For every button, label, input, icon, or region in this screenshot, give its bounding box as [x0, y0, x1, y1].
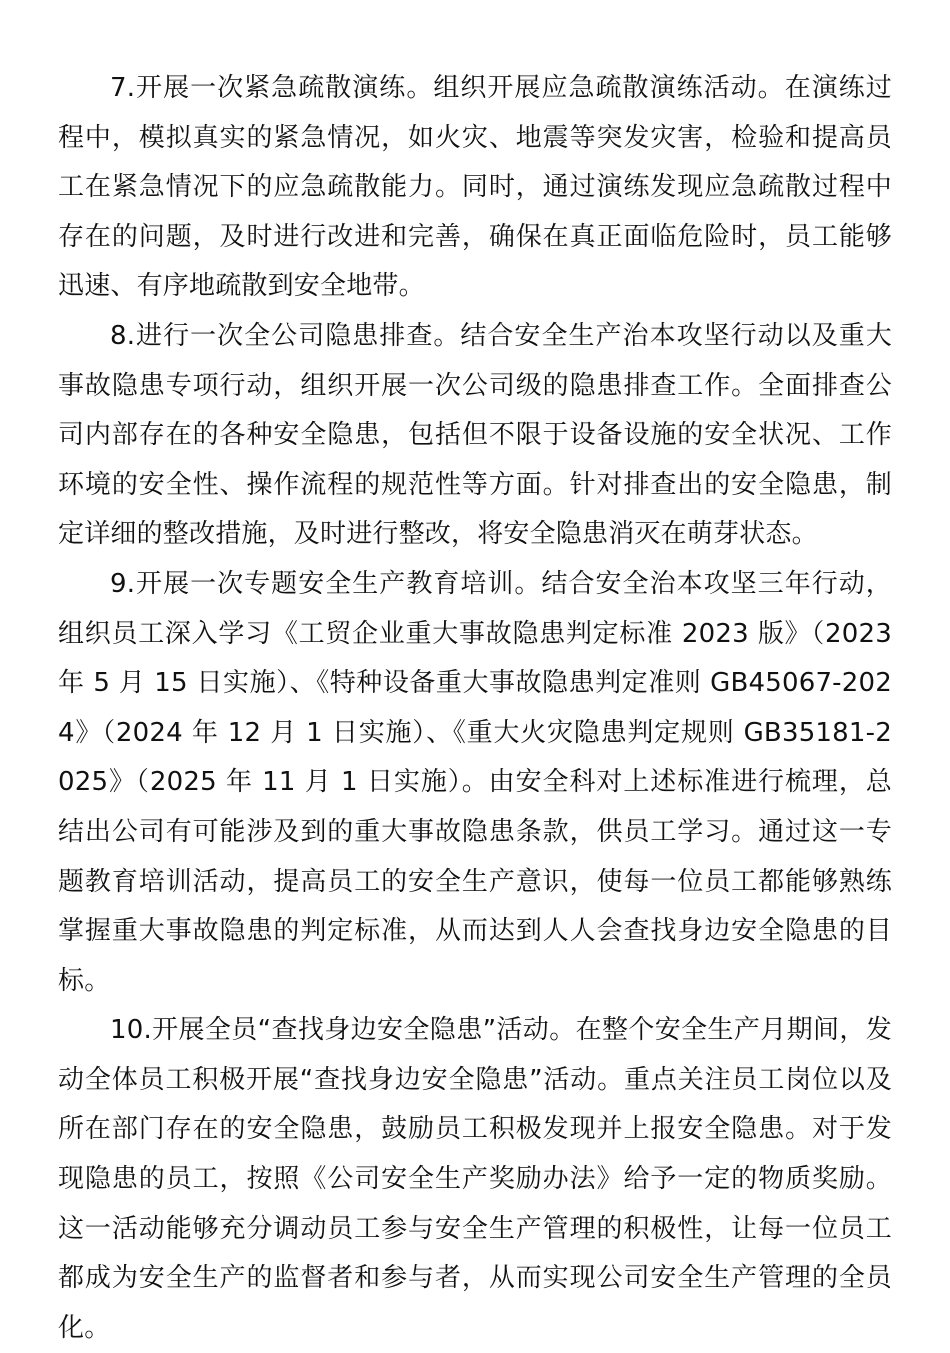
paragraph-8-hazard-inspection: 8.进行一次全公司隐患排查。结合安全生产治本攻坚行动以及重大事故隐患专项行动，组织开展一次公司级的隐患排查工作。全面排查公司内部存在的各种安全隐患，包括但不限于设备设施的安全状况、工作环境的安全性、操作流程的规范性等方面。针对排查出的安全隐患，制定详细的整改措施，及时进行整改，将安全隐患消灭在萌芽状态。	[58, 320, 892, 550]
document-page	[58, 64, 892, 1353]
paragraph-7-evacuation-drill: 7.开展一次紧急疏散演练。组织开展应急疏散演练活动。在演练过程中，模拟真实的紧急情况，如火灾、地震等突发灾害，检验和提高员工在紧急情况下的应急疏散能力。同时，通过演练发现应急疏散过程中存在的问题，及时进行改进和完善，确保在真正面临危险时，员工能够迅速、有序地疏散到安全地带。	[58, 73, 892, 302]
paragraph-10-find-hazards-campaign: 10.开展全员“查找身边安全隐患”活动。在整个安全生产月期间，发动全体员工积极开展“查找身边安全隐患”活动。重点关注员工岗位以及所在部门存在的安全隐患，鼓励员工积极发现并上报安全隐患。对于发现隐患的员工，按照《公司安全生产奖励办法》给予一定的物质奖励。这一活动能够充分调动员工参与安全生产管理的积极性，让每一位员工都成为安全生产的监督者和参与者，从而实现公司安全生产管理的全员化。	[58, 1015, 892, 1343]
paragraph-9-safety-training: 9.开展一次专题安全生产教育培训。结合安全治本攻坚三年行动，组织员工深入学习《工贸企业重大事故隐患判定标准 2023 版》（2023 年 5 月 15 日实施）、《特种设备重大事故隐患判定准则 GB45067-2024》（2024 年 12 月 1 日实施）、《重大火灾隐患判定规则 GB35181-2025》（2025 年 11 月 1 日实施）。由安全科对上述标准进行梳理，总结出公司有可能涉及到的重大事故隐患条款，供员工学习。通过这一专题教育培训活动，提高员工的安全生产意识，使每一位员工都能够熟练掌握重大事故隐患的判定标准，从而达到人人会查找身边安全隐患的目标。	[58, 568, 892, 996]
